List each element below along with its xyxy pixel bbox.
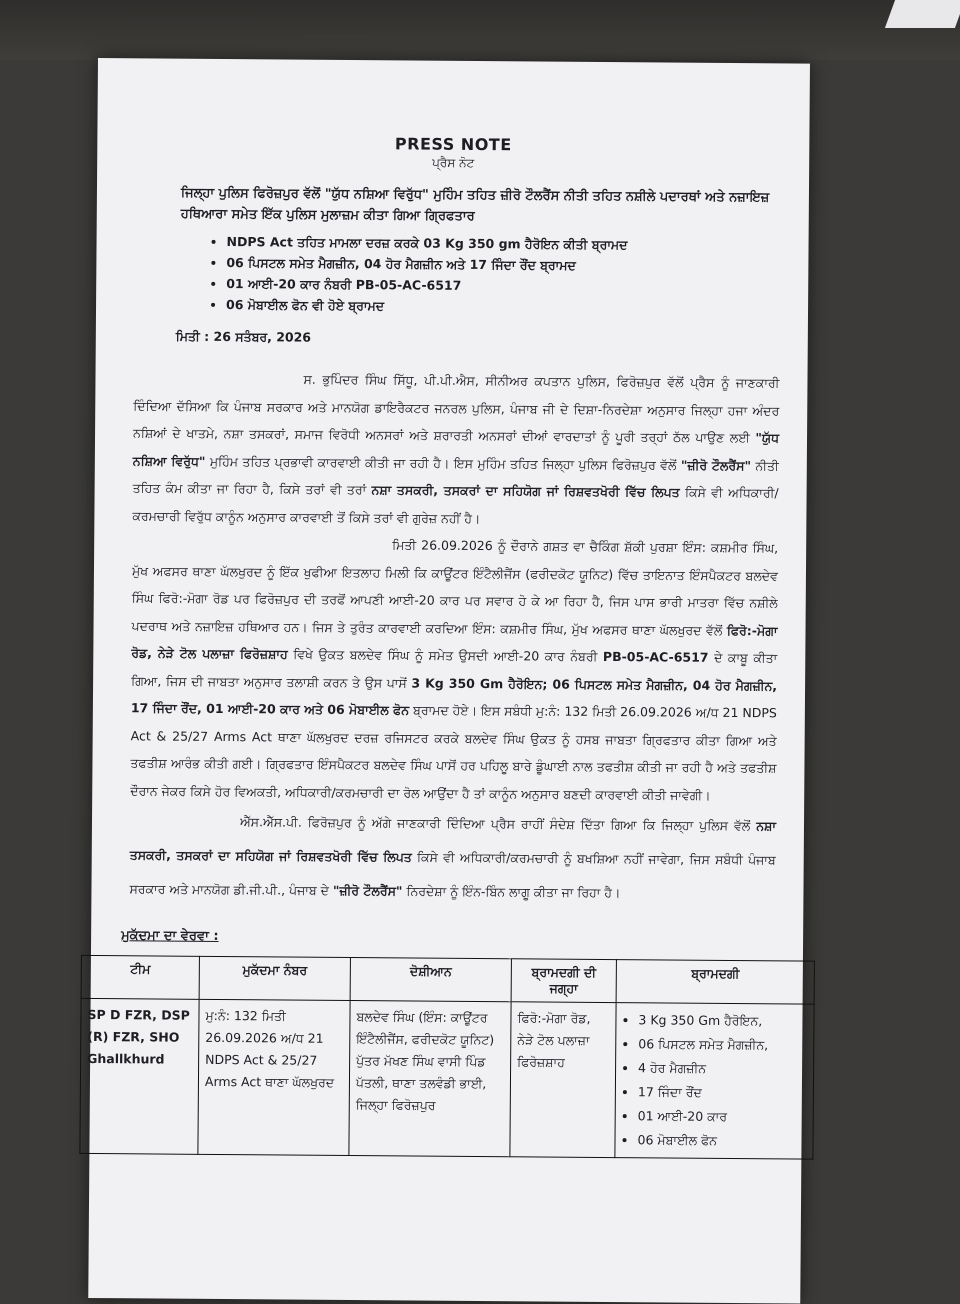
para3-text-b: ਕਿਸੇ ਵੀ ਅਧਿਕਾਰੀ/ਕਰਮਚਾਰੀ ਨੂੰ ਬਖਸ਼ਿਆ ਨਹੀਂ ਜਾਵੇਗਾ, ਜਿਸ ਸਬੰਧੀ ਪੰਜਾਬ ਸਰਕਾਰ ਅਤੇ ਮਾਨਯੋਗ ਡੀ.ਜੀ.ਪੀ., ਪੰਜਾਬ ਦੇ (129, 849, 776, 898)
offence-emphasis: ਨਸ਼ਾ ਤਸਕਰੀ, ਤਸਕਰਾਂ ਦਾ ਸਹਿਯੋਗ ਜਾਂ ਰਿਸ਼ਵਤਖੋਰੀ ਵਿੱਚ ਲਿਪਤ (371, 482, 680, 500)
column-header: ਬ੍ਰਾਮਦਗੀ ਦੀ ਜਗ੍ਹਾ (511, 959, 616, 1003)
zero-tolerance: "ਜ਼ੀਰੋ ਟੌਲਰੈਂਸ" (332, 882, 403, 899)
recovery-list (621, 1008, 807, 1153)
body-text (129, 364, 779, 911)
recovery-item: • 3 Kg 350 Gm ਹੈਰੋਇਨ, (638, 1008, 807, 1033)
para2-text-a: ਮਿਤੀ 26.09.2026 ਨੂੰ ਦੌਰਾਨੇ ਗਸ਼ਤ ਵਾ ਚੈਕਿੰਗ ਸ਼ੱਕੀ ਪੁਰਸ਼ਾ ਇੰਸ: ਕਸ਼ਮੀਰ ਸਿੰਘ, ਮੁੱਖ ਅਫਸਰ ਥਾਣਾ ਘੱਲਖੁਰਦ ਨੂੰ ਇੱਕ ਖੁਫੀਆ ਇਤਲਾਹ ਮਿਲੀ ਕਿ ਕਾਊਂਟਰ ਇੰਟੈਲੀਜੈਂਸ (ਫਰੀਦਕੋਟ ਯੂਨਿਟ) ਵਿੱਚ ਤਾਇਨਾਤ ਇੰਸਪੈਕਟਰ ਬਲਦੇਵ ਸਿੰਘ ਫਿਰੋ:-ਮੋਗਾ ਰੋਡ ਪਰ ਫਿਰੋਜ਼ਪੁਰ ਦੀ ਤਰਫੋਂ ਆਪਣੀ ਆਈ-20 ਕਾਰ ਪਰ ਸਵਾਰ ਹੋ ਕੇ ਆ ਰਿਹਾ ਹੈ, ਜਿਸ ਪਾਸ ਭਾਰੀ ਮਾਤਰਾ ਵਿੱਚ ਨਸ਼ੀਲੇ ਪਦਰਾਥ ਅਤੇ ਨਜ਼ਾਇਜ਼ ਹਥਿਆਰ ਹਨ। ਜਿਸ ਤੇ ਤੁਰੰਤ ਕਾਰਵਾਈ ਕਰਦਿਆ ਇੰਸ: ਕਸ਼ਮੀਰ ਸਿੰਘ, ਮੁੱਖ ਅਫਸਰ ਥਾਣਾ ਘੱਲਖੁਰਦ ਵੱਲੋਂ (131, 537, 779, 638)
highlight-item: • NDPS Act ਤਹਿਤ ਮਾਮਲਾ ਦਰਜ਼ ਕਰਕੇ 03 Kg 350 gm ਹੈਰੋਇਨ ਕੀਤੀ ਬ੍ਰਾਮਦ (226, 231, 808, 257)
corner-paper (885, 0, 960, 28)
column-header: ਟੀਮ (81, 955, 199, 999)
para3-text-a: ਐੱਸ.ਐੱਸ.ਪੀ. ਫਿਰੋਜ਼ਪੁਰ ਨੂੰ ਅੱਗੇ ਜਾਣਕਾਰੀ ਦਿੰਦਿਆ ਪ੍ਰੈਸ ਰਾਹੀਂ ਸੰਦੇਸ਼ ਦਿੱਤਾ ਗਿਆ ਕਿ ਜਿਲ੍ਹਾ ਪੁਲਿਸ ਵੱਲੋਂ (239, 814, 751, 834)
highlights-list (208, 231, 809, 320)
case-details-table (79, 955, 815, 1160)
offence-emphasis: ਨਸ਼ਾ ਤਸਕਰੀ, ਤਸਕਰਾਂ ਦਾ ਸਹਿਯੋਗ ਜਾਂ ਰਿਸ਼ਵਤਖੋਰੀ ਵਿੱਚ ਲਿਪਤ (129, 818, 777, 865)
car-number: PB-05-AC-6517 (602, 648, 709, 665)
date-line: ਮਿਤੀ : 26 ਸਤੰਬਰ, 2026 (175, 328, 312, 345)
press-note-sheet (88, 58, 810, 1304)
para1-text-c: ਨੀਤੀ ਤਹਿਤ ਕੰਮ ਕੀਤਾ ਜਾ ਰਿਹਾ ਹੈ, ਕਿਸੇ ਤਰਾਂ ਵੀ ਤਰਾਂ (132, 457, 779, 498)
column-header: ਬ੍ਰਾਮਦਗੀ (616, 960, 814, 1005)
zero-tolerance: "ਜ਼ੀਰੋ ਟੌਲਰੈਂਸ" (680, 457, 752, 473)
highlight-item: • 06 ਪਿਸਟਲ ਸਮੇਤ ਮੈਗਜ਼ੀਨ, 04 ਹੋਰ ਮੈਗਜ਼ੀਨ ਅਤੇ 17 ਜਿੰਦਾ ਰੌਂਦ ਬ੍ਰਾਮਦ (226, 252, 808, 278)
campaign-name: "ਯੁੱਧ ਨਸ਼ਿਆ ਵਿਰੁੱਧ" (132, 430, 780, 469)
para2-text-c: ਦੇ ਕਾਬੂ ਕੀਤਾ ਗਿਆ, ਜਿਸ ਦੀ ਜਾਬਤਾ ਅਨੁਸਾਰ ਤਲਾਸ਼ੀ ਕਰਨ ਤੇ ਉਸ ਪਾਸੋਂ (131, 649, 778, 690)
title-punjabi: ਪ੍ਰੈਸ ਨੋਟ (432, 155, 475, 170)
desk-background (0, 0, 960, 60)
para2-text-b: ਵਿਖੇ ਉਕਤ ਬਲਦੇਵ ਸਿੰਘ ਨੂੰ ਸਮੇਤ ਉਸਦੀ ਆਈ-20 ਕਾਰ ਨੰਬਰੀ (293, 646, 598, 664)
para3-text-c: ਨਿਰਦੇਸ਼ਾ ਨੂੰ ਇੰਨ-ਬਿੰਨ ਲਾਗੂ ਕੀਤਾ ਜਾ ਰਿਹਾ ਹੈ। (406, 883, 621, 901)
paragraph-2 (130, 529, 778, 809)
highlight-item: • 01 ਆਈ-20 ਕਾਰ ਨੰਬਰੀ PB-05-AC-6517 (226, 273, 808, 299)
cell-recovery (615, 1003, 814, 1160)
recovery-item: • 4 ਹੋਰ ਮੈਗਜ਼ੀਨ (638, 1056, 807, 1081)
highlight-item: • 06 ਮੋਬਾਈਲ ਫੋਨ ਵੀ ਹੋਏ ਬ੍ਰਾਮਦ (226, 294, 808, 320)
title-english: PRESS NOTE (394, 134, 512, 155)
recovery-emphasis: 3 Kg 350 Gm ਹੈਰੋਇਨ; 06 ਪਿਸਟਲ ਸਮੇਤ ਮੈਗਜ਼ੀਨ, 04 ਹੋਰ ਮੈਗਜ਼ੀਨ, 17 ਜਿੰਦਾ ਰੌਂਦ, 01 ਆਈ-20 ਕਾਰ ਅਤੇ 06 ਮੋਬਾਈਲ ਫੋਨ (130, 674, 778, 718)
cell-team: SP D FZR, DSP (R) FZR, SHO Ghallkhurd (80, 998, 199, 1154)
table-row (80, 998, 814, 1159)
para1-text-d: ਕਿਸੇ ਵੀ ਅਧਿਕਾਰੀ/ਕਰਮਚਾਰੀ ਵਿਰੁੱਧ ਕਾਨੂੰਨ ਅਨੁਸਾਰ ਕਾਰਵਾਈ ਤੋਂ ਕਿਸੇ ਤਰਾਂ ਵੀ ਗੁਰੇਜ਼ ਨਹੀਂ ਹੈ। (132, 484, 779, 526)
subject-heading: ਜਿਲ੍ਹਾ ਪੁਲਿਸ ਫਿਰੋਜ਼ਪੁਰ ਵੱਲੋਂ "ਯੁੱਧ ਨਸ਼ਿਆ ਵਿਰੁੱਧ" ਮੁਹਿੰਮ ਤਹਿਤ ਜ਼ੀਰੋ ਟੌਲਰੈਂਸ ਨੀਤੀ ਤਹਿਤ ਨਸ਼ੀਲੇ ਪਦਾਰਥਾਂ ਅਤੇ ਨਜ਼ਾਇਜ਼ ਹਥਿਆਰਾ ਸਮੇਤ ਇੱਕ ਪੁਲਿਸ ਮੁਲਾਜ਼ਮ ਕੀਤਾ ਗਿਆ ਗ੍ਰਿਫਤਾਰ (180, 185, 770, 224)
cell-recovery-place: ਫਿਰੋ:-ਮੋਗਾ ਰੋਡ, ਨੇੜੇ ਟੋਲ ਪਲਾਜ਼ਾ ਫਿਰੋਜ਼ਸ਼ਾਹ (510, 1002, 616, 1158)
para2-text-d: ਬ੍ਰਾਮਦ ਹੋਏ। ਇਸ ਸਬੰਧੀ ਮੁ:ਨੰ: 132 ਮਿਤੀ 26.09.2026 ਅ/ਧ 21 NDPS Act & 25/27 Arms Act ਥਾਣਾ ਘੱਲਖੁਰਦ ਦਰਜ਼ ਰਜਿਸਟਰ ਕਰਕੇ ਬਲਦੇਵ ਸਿੰਘ ਉਕਤ ਨੂੰ ਹਸਬ ਜਾਬਤਾ ਗ੍ਰਿਫਤਾਰ ਕੀਤਾ ਗਿਆ ਅਤੇ ਤਫਤੀਸ਼ ਆਰੰਭ ਕੀਤੀ ਗਈ। ਗ੍ਰਿਫਤਾਰ ਇੰਸਪੈਕਟਰ ਬਲਦੇਵ ਸਿੰਘ ਪਾਸੋਂ ਹਰ ਪਹਿਲੂ ਬਾਰੇ ਡੂੰਘਾਈ ਨਾਲ ਤਫਤੀਸ਼ ਕੀਤੀ ਜਾ ਰਹੀ ਹੈ ਅਤੇ ਤਫਤੀਸ਼ ਦੌਰਾਨ ਜੇਕਰ ਕਿਸੇ ਹੋਰ ਵਿਅਕਤੀ, ਅਧਿਕਾਰੀ/ਕਰਮਚਾਰੀ ਦਾ ਰੋਲ ਆਉਂਦਾ ਹੈ ਤਾਂ ਕਾਨੂੰਨ ਅਨੁਸਾਰ ਬਣਦੀ ਕਾਰਵਾਈ ਕੀਤੀ ਜਾਵੇਗੀ। (130, 702, 777, 803)
case-details-title: ਮੁਕੱਦਮਾ ਦਾ ਵੇਰਵਾ : (121, 928, 219, 944)
recovery-item: • 06 ਮੋਬਾਈਲ ਫੋਨ (637, 1128, 806, 1153)
arrest-location: ਫਿਰੋ:-ਮੋਗਾ ਰੋਡ, ਨੇੜੇ ਟੋਲ ਪਲਾਜ਼ਾ ਫਿਰੋਜ਼ਸ਼ਾਹ (131, 622, 778, 662)
recovery-item: • 17 ਜਿੰਦਾ ਰੌਂਦ (638, 1080, 807, 1105)
paragraph-3 (129, 804, 776, 911)
cell-case-number: ਮੁ:ਨੰ: 132 ਮਿਤੀ 26.09.2026 ਅ/ਧ 21 NDPS Act & 25/27 Arms Act ਥਾਣਾ ਘੱਲਖੁਰਦ (198, 999, 350, 1155)
para1-text-a: ਸ. ਭੁਪਿੰਦਰ ਸਿੰਘ ਸਿੱਧੂ, ਪੀ.ਪੀ.ਐਸ, ਸੀਨੀਅਰ ਕਪਤਾਨ ਪੁਲਿਸ, ਫਿਰੋਜ਼ਪੁਰ ਵੱਲੋਂ ਪ੍ਰੈਸ ਨੂੰ ਜਾਣਕਾਰੀ ਦਿੰਦਿਆ ਦੱਸਿਆ ਕਿ ਪੰਜਾਬ ਸਰਕਾਰ ਅਤੇ ਮਾਨਯੋਗ ਡਾਇਰੈਕਟਰ ਜਨਰਲ ਪੁਲਿਸ, ਪੰਜਾਬ ਜੀ ਦੇ ਦਿਸ਼ਾ-ਨਿਰਦੇਸ਼ਾ ਅਨੁਸਾਰ ਜਿਲ੍ਹਾ ਹਜਾ ਅੰਦਰ ਨਸ਼ਿਆਂ ਦੇ ਖਾਤਮੇ, ਨਸ਼ਾ ਤਸਕਰਾਂ, ਸਮਾਜ ਵਿਰੋਧੀ ਅਨਸਰਾਂ ਅਤੇ ਸ਼ਰਾਰਤੀ ਅਨਸਰਾਂ ਦੀਆਂ ਵਾਰਦਾਤਾਂ ਨੂੰ ਪੂਰੀ ਤਰ੍ਹਾਂ ਠੱਲ ਪਾਉਣ ਲਈ (132, 371, 780, 446)
recovery-item: • 01 ਆਈ-20 ਕਾਰ (638, 1104, 807, 1129)
paragraph-1 (132, 364, 779, 534)
cell-accused: ਬਲਦੇਵ ਸਿੰਘ (ਇੰਸ: ਕਾਊਂਟਰ ਇੰਟੈਲੀਜੈਂਸ, ਫਰੀਦਕੋਟ ਯੂਨਿਟ) ਪੁੱਤਰ ਮੱਖਣ ਸਿੰਘ ਵਾਸੀ ਪਿੰਡ ਪੱਤਲੀ, ਥਾਣਾ ਤਲਵੰਡੀ ਭਾਈ, ਜਿਲ੍ਹਾ ਫਿਰੋਜ਼ਪੁਰ (349, 1001, 511, 1157)
column-header: ਦੋਸ਼ੀਆਨ (350, 958, 511, 1002)
table-header-row (81, 955, 814, 1004)
header (97, 132, 809, 174)
column-header: ਮੁਕੱਦਮਾ ਨੰਬਰ (199, 956, 350, 1000)
para1-text-b: ਮੁਹਿੰਮ ਤਹਿਤ ਪ੍ਰਭਾਵੀ ਕਾਰਵਾਈ ਕੀਤੀ ਜਾ ਰਹੀ ਹੈ। ਇਸ ਮੁਹਿੰਮ ਤਹਿਤ ਜਿਲ੍ਹਾ ਪੁਲਿਸ ਫਿਰੋਜ਼ਪੁਰ ਵੱਲੋਂ (209, 453, 677, 473)
recovery-item: • 06 ਪਿਸਟਲ ਸਮੇਤ ਮੈਗਜ਼ੀਨ, (638, 1032, 807, 1057)
